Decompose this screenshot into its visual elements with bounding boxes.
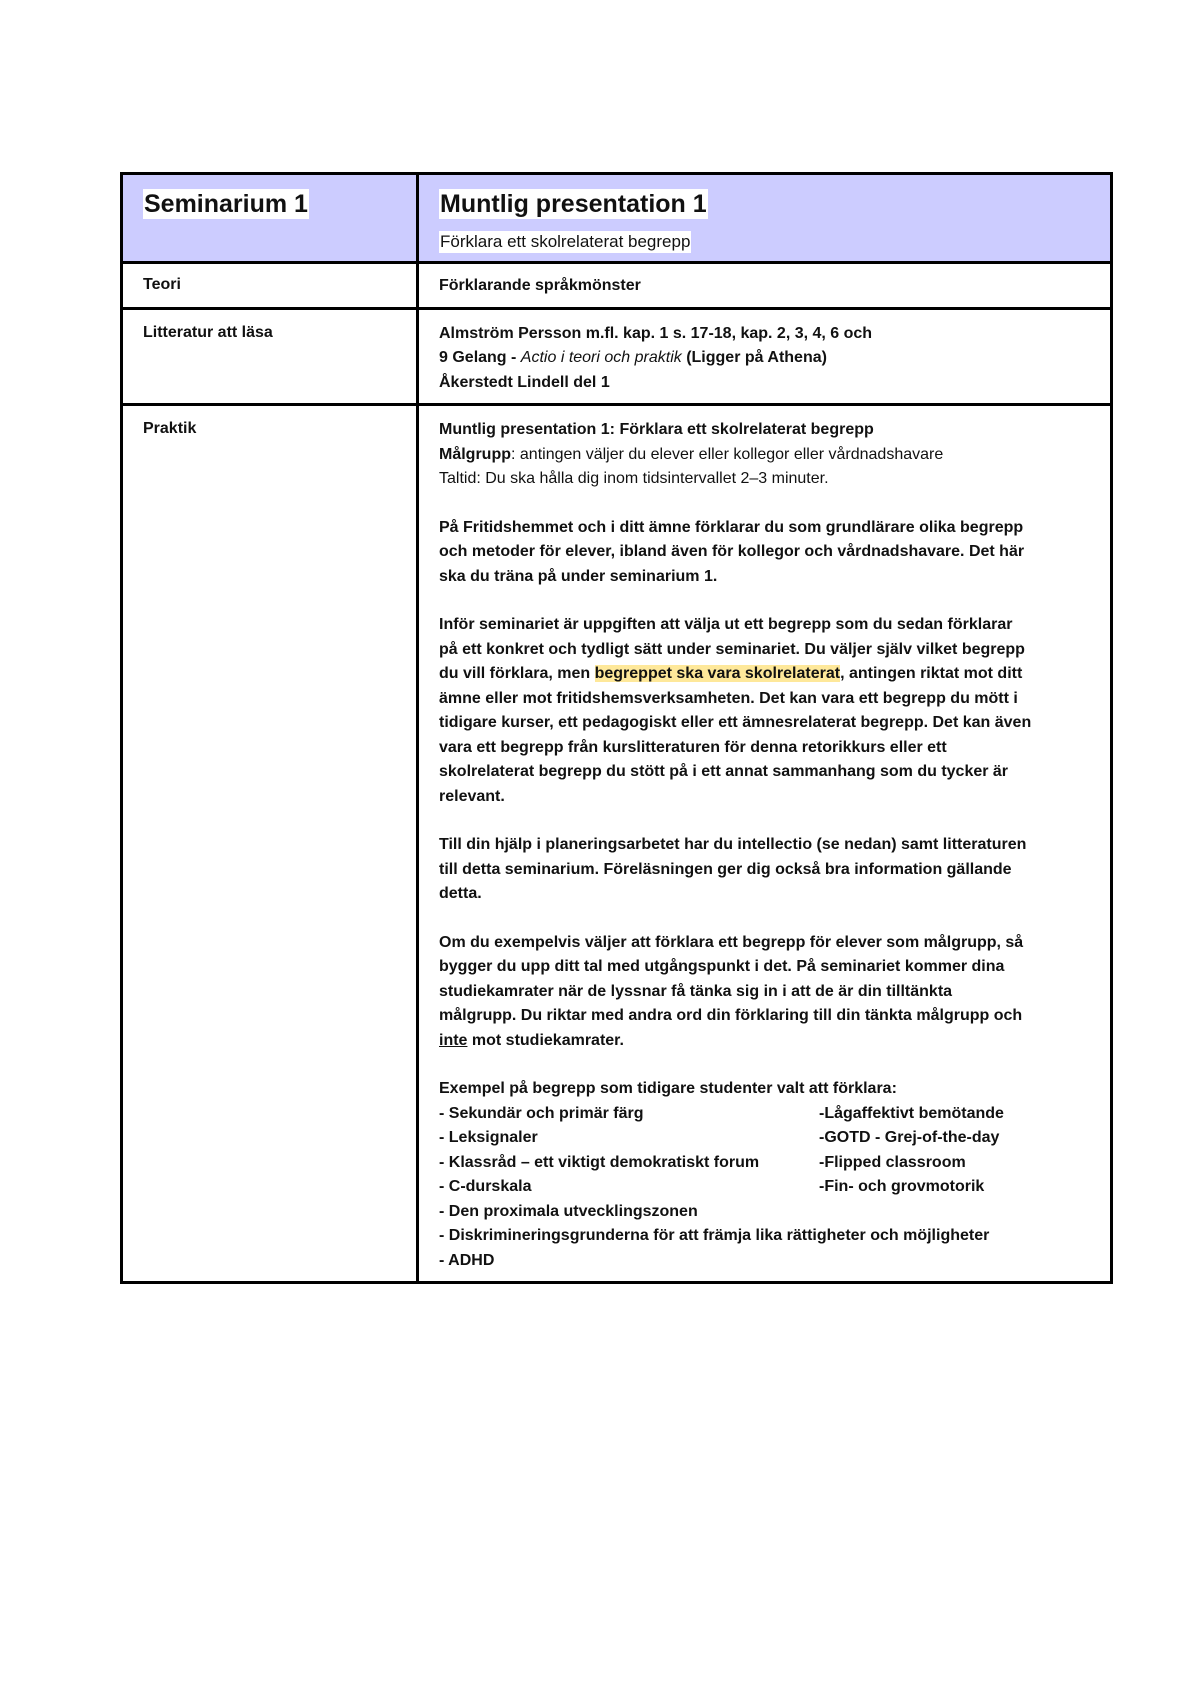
p4-line-2: till detta seminarium. Föreläsningen ger dig också bra information gällande — [439, 860, 1012, 878]
presentation-subtitle: Förklara ett skolrelaterat begrepp — [440, 232, 691, 251]
intro-line-1: Muntlig presentation 1: Förklara ett skolrelaterat begrepp — [439, 421, 874, 438]
praktik-paragraph-5 — [439, 931, 1096, 1054]
p3-line-3-suffix: , antingen riktat mot ditt — [840, 665, 1023, 682]
malgrupp-text: : antingen väljer du elever eller kollegor eller vårdnadshavare — [511, 445, 944, 463]
presentation-title: Muntlig presentation 1 — [440, 190, 707, 218]
teori-label: Teori — [143, 276, 181, 293]
example-item: - Sekundär och primär färg — [439, 1104, 644, 1122]
seminar-table — [120, 172, 1113, 1284]
intro-line-3: Taltid: Du ska hålla dig inom tidsintervallet 2–3 minuter. — [439, 470, 829, 487]
p2-line-2: och metoder för elever, ibland även för kollegor och vårdnadshavare. Det här — [439, 543, 1025, 560]
malgrupp-label: Målgrupp — [439, 445, 511, 463]
litteratur-row — [122, 308, 1112, 405]
praktik-label-cell — [122, 405, 418, 1283]
teori-value: Förklarande språkmönster — [439, 277, 641, 294]
praktik-intro — [439, 418, 1096, 492]
litteratur-book-title: Actio i teori och praktik — [520, 349, 682, 366]
praktik-paragraph-4 — [439, 833, 1096, 907]
teori-value-cell — [418, 263, 1112, 309]
teori-label-cell — [122, 263, 418, 309]
example-item: -GOTD - Grej-of-the-day — [819, 1129, 1000, 1146]
p3-line-3-prefix: du vill förklara, men — [439, 665, 595, 682]
p5-line-5 — [439, 1029, 1096, 1054]
p2-line-1: På Fritidshemmet och i ditt ämne förklarar du som grundlärare olika begrepp — [439, 518, 1024, 536]
header-row — [122, 174, 1112, 263]
p3-line-1: Inför seminariet är uppgiften att välja ut ett begrepp som du sedan förklarar — [439, 616, 1013, 633]
praktik-paragraph-3 — [439, 613, 1096, 809]
p3-line-8: relevant. — [439, 787, 505, 805]
header-left-cell — [122, 174, 418, 263]
example-item: - Klassråd – ett viktigt demokratiskt forum — [439, 1153, 760, 1171]
p4-line-1: Till din hjälp i planeringsarbetet har du intellectio (se nedan) samt litteraturen — [439, 836, 1027, 853]
example-item: - ADHD — [439, 1251, 495, 1269]
p3-line-6: vara ett begrepp från kurslitteraturen för denna retorikkurs eller ett — [439, 738, 947, 756]
highlighted-requirement: begreppet ska vara skolrelaterat — [594, 665, 841, 682]
header-right-cell — [418, 174, 1112, 263]
litteratur-line-3: Åkerstedt Lindell del 1 — [439, 373, 610, 391]
example-item: -Lågaffektivt bemötande — [819, 1104, 1004, 1122]
litteratur-line-2 — [439, 346, 1096, 371]
example-pair — [439, 1151, 1096, 1176]
p3-line-2: på ett konkret och tydligt sätt under seminariet. Du väljer själv vilket begrepp — [439, 640, 1025, 658]
litteratur-label-cell — [122, 308, 418, 405]
example-pair — [439, 1126, 1096, 1151]
example-item: - Diskrimineringsgrunderna för att främja lika rättigheter och möjligheter — [439, 1227, 990, 1244]
p5-line-2: bygger du upp ditt tal med utgångspunkt i det. På seminariet kommer dina — [439, 958, 1005, 975]
teori-row — [122, 263, 1112, 309]
litteratur-line-2-prefix: 9 Gelang - — [439, 349, 521, 366]
p5-line-3: studiekamrater när de lyssnar få tänka sig in i att de är din tilltänkta — [439, 982, 953, 1000]
p4-line-3: detta. — [439, 885, 482, 902]
examples-heading: Exempel på begrepp som tidigare studenter valt att förklara: — [439, 1080, 897, 1097]
example-item: - Den proximala utvecklingszonen — [439, 1202, 698, 1220]
example-item: -Flipped classroom — [819, 1153, 966, 1171]
litteratur-label: Litteratur att läsa — [143, 323, 273, 341]
litteratur-line-2-suffix: (Ligger på Athena) — [681, 349, 827, 366]
praktik-label: Praktik — [143, 420, 197, 437]
p3-line-4: ämne eller mot fritidshemsverksamheten. Det kan vara ett begrepp du mött i — [439, 689, 1018, 707]
p5-line-4: målgrupp. Du riktar med andra ord din förklaring till din tänkta målgrupp och — [439, 1007, 1023, 1024]
example-pair — [439, 1102, 1096, 1127]
p5-line-5-rest: mot studiekamrater. — [467, 1031, 624, 1049]
example-pair — [439, 1175, 1096, 1200]
example-item: - C-durskala — [439, 1178, 532, 1195]
p3-line-3 — [439, 662, 1096, 687]
p5-line-1: Om du exempelvis väljer att förklara ett begrepp för elever som målgrupp, så — [439, 933, 1024, 951]
seminar-title: Seminarium 1 — [144, 190, 308, 218]
litteratur-value-cell — [418, 308, 1112, 405]
praktik-paragraph-2 — [439, 516, 1096, 590]
examples-list — [439, 1077, 1096, 1273]
inte-emphasis: inte — [439, 1031, 468, 1049]
p3-line-7: skolrelaterat begrepp du stött på i ett annat sammanhang som du tycker är — [439, 763, 1009, 780]
litteratur-line-1: Almström Persson m.fl. kap. 1 s. 17-18, kap. 2, 3, 4, 6 och — [439, 324, 873, 342]
p3-line-5: tidigare kurser, ett pedagogiskt eller ett ämnesrelaterat begrepp. Det kan även — [439, 714, 1032, 731]
praktik-value-cell — [418, 405, 1112, 1283]
example-item: - Leksignaler — [439, 1129, 538, 1146]
intro-line-2 — [439, 443, 1096, 468]
example-item: -Fin- och grovmotorik — [819, 1178, 985, 1195]
p2-line-3: ska du träna på under seminarium 1. — [439, 567, 718, 585]
praktik-row — [122, 405, 1112, 1283]
